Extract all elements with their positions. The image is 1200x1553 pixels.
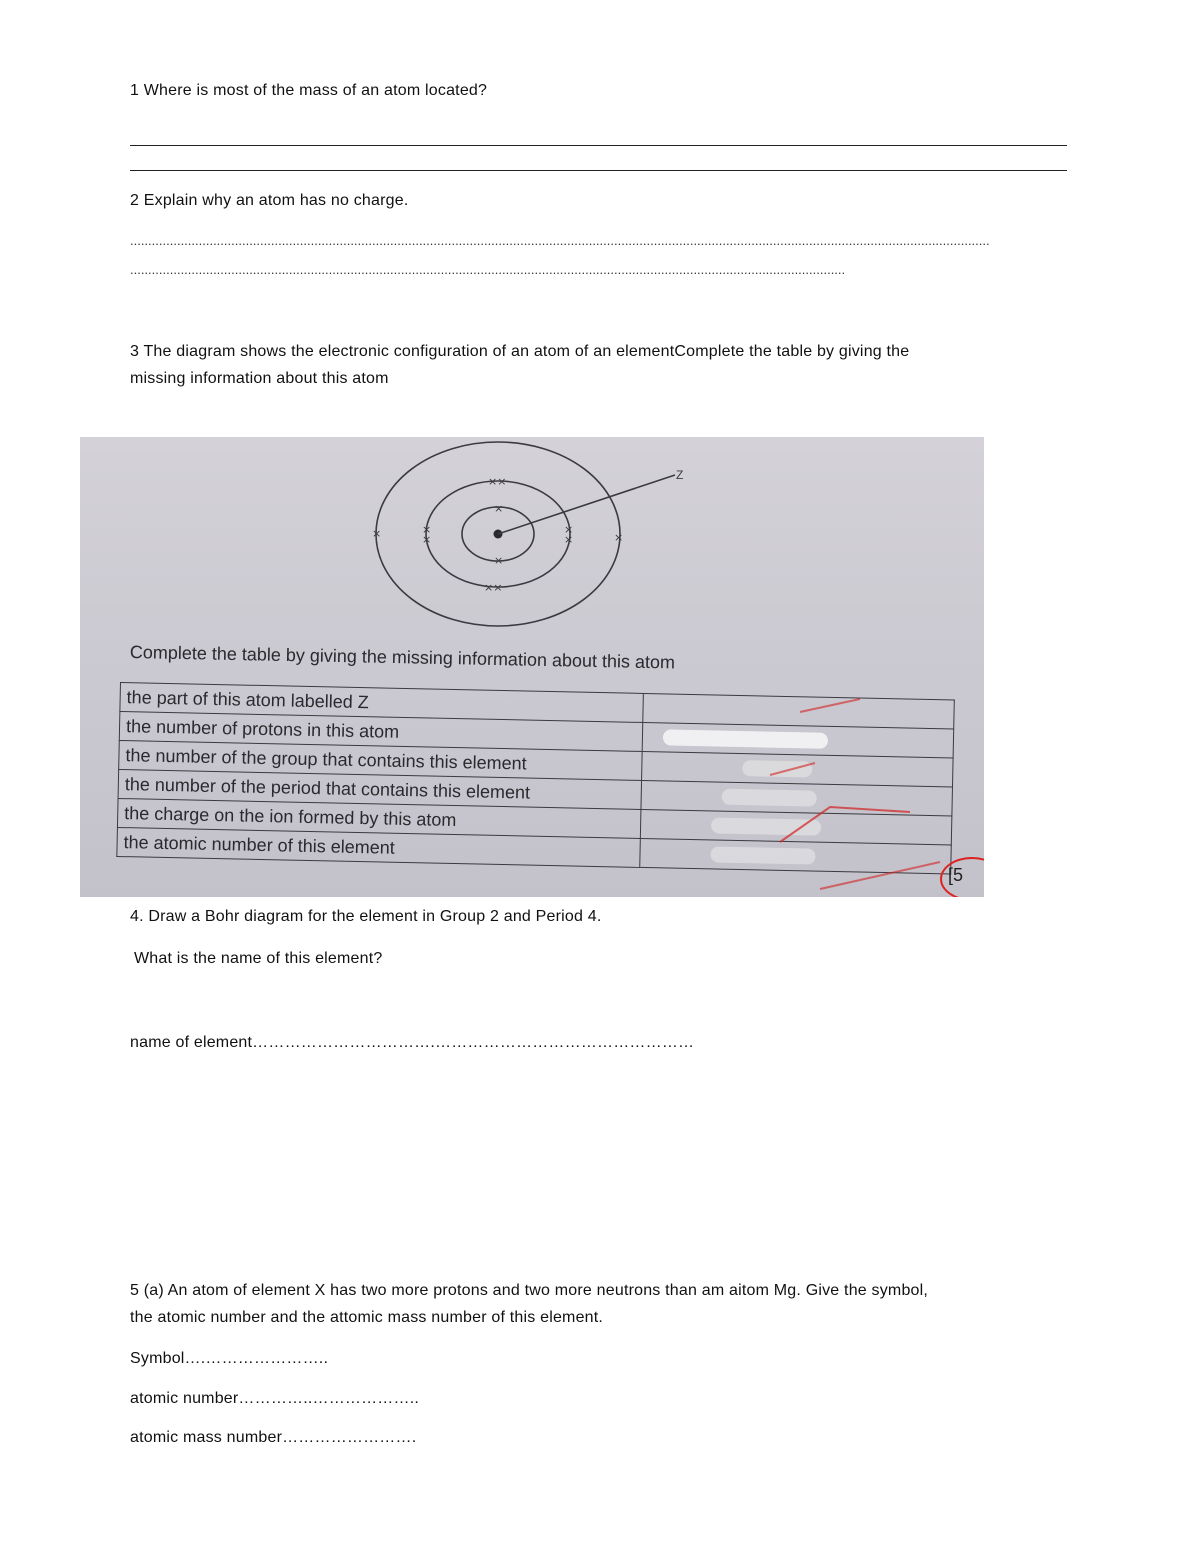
- svg-text:×: ×: [494, 554, 504, 567]
- erased-answer: [742, 760, 812, 777]
- svg-text:×: ×: [422, 533, 432, 546]
- svg-text:××: ××: [484, 581, 503, 594]
- mass-number-field: atomic mass number…………………….: [130, 1429, 417, 1446]
- erased-answer: [711, 817, 821, 835]
- table-cell-label: the atomic number of this element: [117, 827, 640, 867]
- svg-text:×: ×: [564, 523, 574, 536]
- question-2-text: 2 Explain why an atom has no charge.: [130, 192, 409, 209]
- element-name-field: name of element…………………………….…………………………………………: [130, 1034, 695, 1051]
- question-1-text: 1 Where is most of the mass of an atom located?: [130, 82, 488, 99]
- table-cell-label: the part of this atom labelled Z: [120, 683, 643, 723]
- svg-text:×: ×: [614, 531, 624, 544]
- marks-label: [5: [948, 865, 964, 885]
- erased-answer: [722, 789, 817, 807]
- answer-dots: ......................................................................................................................................................................................................: [130, 262, 846, 277]
- table-cell-answer: [640, 838, 952, 874]
- question-3-text-line2: missing information about this atom: [130, 370, 389, 387]
- answer-dots: ..............................................................................................................................................................................................................................................: [130, 233, 990, 248]
- table-cell-label: the charge on the ion formed by this atom: [117, 798, 640, 838]
- table-caption: Complete the table by giving the missing information about this atom: [129, 642, 676, 673]
- exam-photo: [80, 437, 984, 897]
- svg-text:×: ×: [372, 527, 382, 540]
- erased-answer: [710, 846, 815, 864]
- answer-table: [116, 682, 954, 874]
- erased-answer: [663, 729, 828, 748]
- svg-text:×: ×: [564, 533, 574, 546]
- atomic-number-field: atomic number…………..………………..: [130, 1390, 420, 1407]
- answer-line: [130, 170, 1067, 171]
- svg-text:××: ××: [488, 475, 507, 488]
- question-4-text: 4. Draw a Bohr diagram for the element in Group 2 and Period 4.: [130, 908, 602, 925]
- question-5-text-line1: 5 (a) An atom of element X has two more protons and two more neutrons than am aitom Mg. Give the symbol,: [130, 1282, 929, 1299]
- svg-text:×: ×: [494, 502, 504, 515]
- table-cell-label: the number of the period that contains this element: [118, 769, 641, 809]
- label-z: Z: [676, 468, 684, 482]
- symbol-field: Symbol….…………………..: [130, 1350, 329, 1367]
- table-cell-label: the number of protons in this atom: [119, 712, 642, 752]
- question-4-subtext: What is the name of this element?: [134, 950, 383, 967]
- question-3-text-line1: 3 The diagram shows the electronic configuration of an atom of an elementComplete the table by giving the: [130, 343, 910, 360]
- question-5-text-line2: the atomic number and the attomic mass number of this element.: [130, 1309, 604, 1326]
- table-cell-label: the number of the group that contains this element: [119, 740, 642, 780]
- answer-line: [130, 145, 1067, 146]
- svg-text:×: ×: [422, 523, 432, 536]
